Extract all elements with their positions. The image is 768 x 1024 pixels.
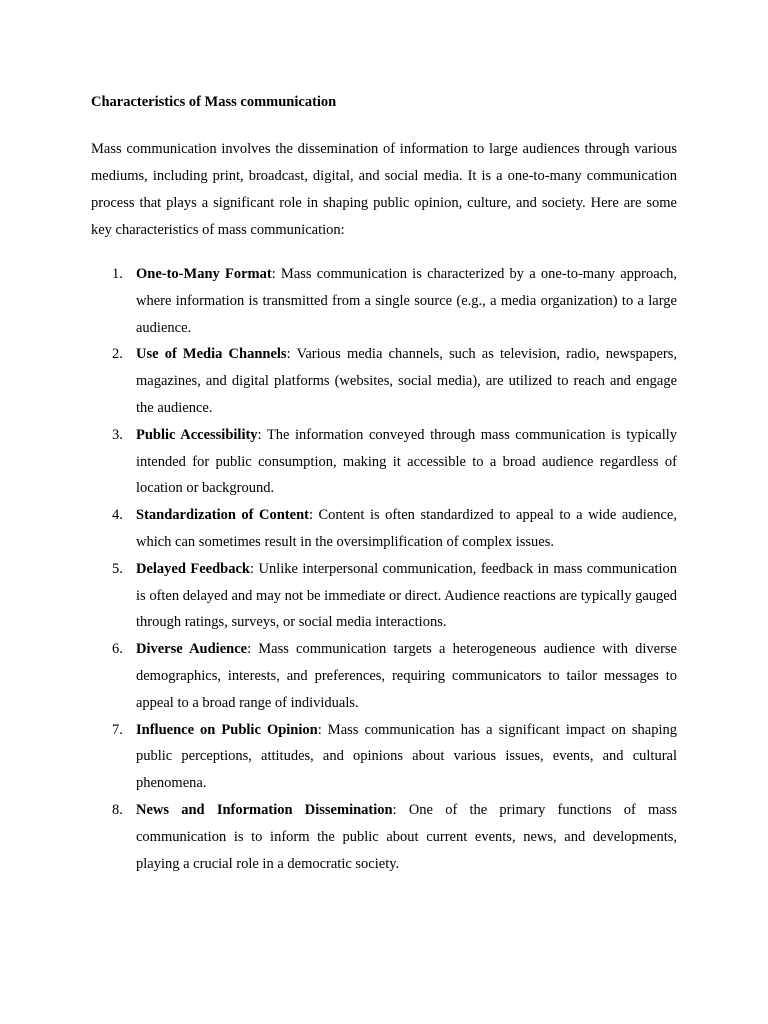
intro-paragraph: Mass communication involves the dissemination of information to large audiences through various mediums, including print, broadcast, digital, and social media. It is a one-to-many communication process that plays a significant role in shaping public opinion, culture, and society. Here are some key characteristics of mass communication: bbox=[91, 141, 677, 238]
list-item-term: Delayed Feedback bbox=[136, 560, 250, 577]
list-item-term: One-to-Many Format bbox=[136, 266, 272, 282]
list-item-term: Influence on Public Opinion bbox=[136, 721, 318, 738]
list-item-number: 2. bbox=[112, 346, 123, 363]
list-item bbox=[91, 502, 677, 556]
list-item-number: 7. bbox=[112, 721, 123, 738]
characteristics-list bbox=[91, 261, 677, 877]
list-item-text: : One of the primary functions of mass communication is to inform the public about current events, news, and developments, playing a crucial role in a democratic society. bbox=[136, 801, 677, 872]
list-item bbox=[91, 261, 677, 341]
list-item-text: : Mass communication targets a heterogeneous audience with diverse demographics, interests, and preferences, requiring communicators to tailor messages to appeal to a broad range of individuals. bbox=[136, 641, 677, 711]
list-item-term: Use of Media Channels bbox=[136, 346, 287, 363]
list-item bbox=[91, 717, 677, 797]
list-item-term: Public Accessibility bbox=[136, 426, 258, 443]
list-item-term: News and Information Dissemination bbox=[136, 801, 393, 818]
list-item-text: : Mass communication has a significant impact on shaping public perceptions, attitudes, and opinions about various issues, events, and cultural phenomena. bbox=[136, 721, 677, 792]
list-item-term: Standardization of Content bbox=[136, 507, 309, 524]
list-item bbox=[91, 636, 677, 716]
list-item bbox=[91, 422, 677, 502]
list-item-text: : Mass communication is characterized by a one-to-many approach, where information is transmitted from a single source (e.g., a media organization) to a large audience. bbox=[136, 266, 677, 336]
list-item-number: 4. bbox=[112, 507, 123, 524]
list-item bbox=[91, 556, 677, 636]
list-item-number: 5. bbox=[112, 560, 123, 577]
document-title: Characteristics of Mass communication bbox=[91, 94, 337, 110]
list-item-text: : Various media channels, such as television, radio, newspapers, magazines, and digital platforms (websites, social media), are utilized to reach and engage the audience. bbox=[136, 346, 677, 416]
list-item bbox=[91, 797, 677, 877]
list-item-text: : The information conveyed through mass communication is typically intended for public consumption, making it accessible to a broad audience regardless of location or background. bbox=[136, 426, 678, 497]
list-item-number: 3. bbox=[112, 426, 123, 443]
list-item-number: 6. bbox=[112, 641, 123, 658]
document-page bbox=[91, 92, 677, 877]
list-item-text: : Content is often standardized to appeal to a wide audience, which can sometimes result in the oversimplification of complex issues. bbox=[136, 507, 677, 550]
list-item-text: : Unlike interpersonal communication, feedback in mass communication is often delayed and may not be immediate or direct. Audience reactions are typically gauged through ratings, surveys, or social media interactions. bbox=[136, 560, 677, 631]
list-item-term: Diverse Audience bbox=[136, 641, 248, 658]
list-item-number: 8. bbox=[112, 801, 123, 818]
list-item-number: 1. bbox=[112, 266, 123, 282]
list-item bbox=[91, 341, 677, 421]
